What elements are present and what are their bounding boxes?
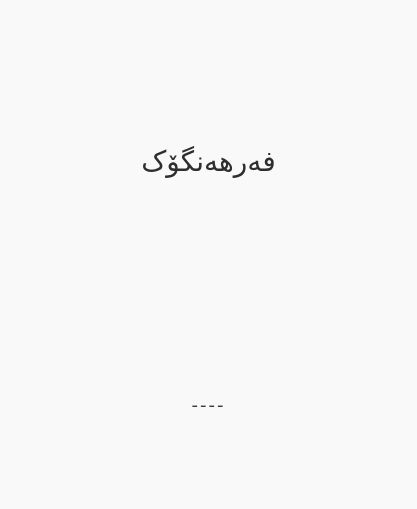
loading-indicator: ----: [191, 395, 226, 416]
app-title: فەرهەنگۆک: [141, 145, 276, 178]
